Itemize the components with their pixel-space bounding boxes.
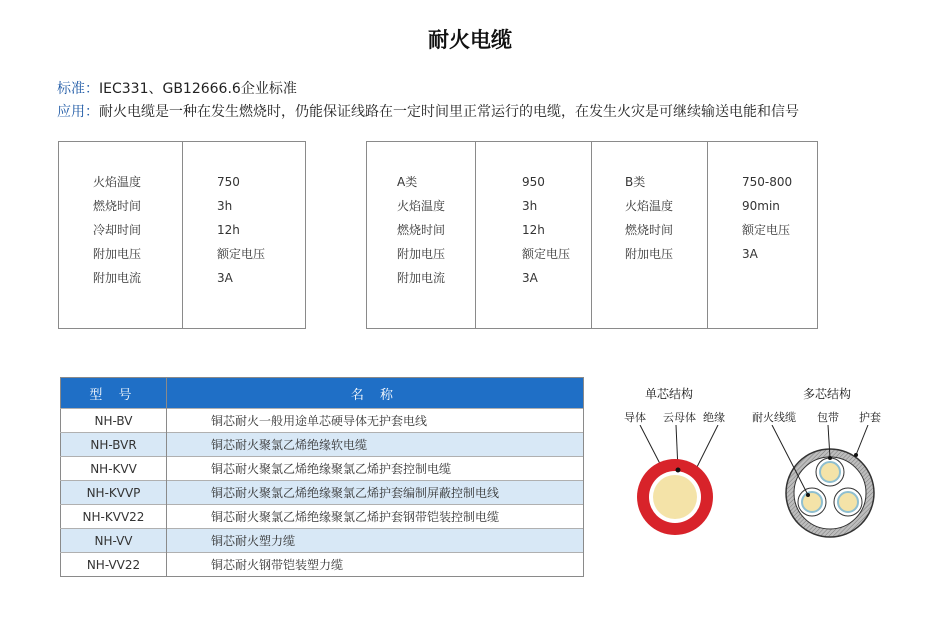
- spec1-value: 750: [217, 175, 240, 189]
- conductor-core: [653, 475, 697, 519]
- model-cell: NH-VV22: [61, 553, 167, 577]
- model-cell: NH-KVV: [61, 457, 167, 481]
- wrapping-tape-label: 包带: [817, 411, 839, 424]
- wrapping-tape-marker: [828, 456, 832, 460]
- model-table: [60, 377, 584, 577]
- mica-label: 云母体: [663, 411, 696, 424]
- class-b-label: B类: [625, 175, 646, 189]
- table-row: [61, 553, 584, 577]
- sheath-label: 护套: [859, 411, 881, 424]
- multi-core-title: 多芯结构: [803, 387, 852, 401]
- class-b-value: 3A: [742, 247, 758, 261]
- name-column-header: 名 称: [167, 378, 584, 409]
- core-conductor: [820, 462, 840, 482]
- fire-cable-label: 耐火线缆: [752, 411, 796, 424]
- class-b-label: 燃烧时间: [625, 223, 674, 237]
- class-b-label: 火焰温度: [625, 199, 674, 213]
- core-conductor: [802, 492, 822, 512]
- spec1-label: 附加电流: [93, 271, 142, 285]
- class-b-value: 750-800: [742, 175, 793, 189]
- spec1-value: 额定电压: [217, 247, 266, 261]
- spec-box-divider: [707, 142, 708, 328]
- conductor-label: 导体: [624, 411, 646, 424]
- sheath-pointer: [856, 425, 868, 455]
- class-a-value: 12h: [522, 223, 545, 237]
- model-cell: NH-KVVP: [61, 481, 167, 505]
- spec1-value: 3A: [217, 271, 233, 285]
- name-cell: 铜芯耐火聚氯乙烯绝缘聚氯乙烯护套控制电缆: [167, 457, 584, 481]
- application-text: 耐火电缆是一种在发生燃烧时，仍能保证线路在一定时间里正常运行的电缆，在发生火灾是可继续输送电能和信号: [99, 104, 799, 120]
- table-row: [61, 505, 584, 529]
- model-column-header: 型 号: [61, 378, 167, 409]
- class-a-label: 附加电流: [397, 271, 446, 285]
- multi-core-diagram: [770, 425, 890, 540]
- insulation-pointer: [694, 425, 718, 473]
- model-cell: NH-KVV22: [61, 505, 167, 529]
- standard-label: 标准：: [57, 81, 99, 97]
- spec-box-divider: [475, 142, 476, 328]
- spec-box-general: [58, 141, 306, 329]
- spec1-label: 冷却时间: [93, 223, 142, 237]
- table-row: [61, 433, 584, 457]
- core-conductor: [838, 492, 858, 512]
- table-row: [61, 481, 584, 505]
- class-b-label: 附加电压: [625, 247, 674, 261]
- spec1-value: 3h: [217, 199, 233, 213]
- spec-box-divider: [182, 142, 183, 328]
- model-cell: NH-BVR: [61, 433, 167, 457]
- class-a-value: 3A: [522, 271, 538, 285]
- model-cell: NH-VV: [61, 529, 167, 553]
- class-a-value: 3h: [522, 199, 538, 213]
- table-row: [61, 409, 584, 433]
- class-a-value: 950: [522, 175, 545, 189]
- name-cell: 铜芯耐火聚氯乙烯绝缘软电缆: [167, 433, 584, 457]
- standard-line: [57, 78, 297, 98]
- table-header-row: [61, 378, 584, 409]
- mica-marker: [676, 468, 681, 473]
- table-row: [61, 457, 584, 481]
- sheath-marker: [854, 453, 858, 457]
- name-cell: 铜芯耐火钢带铠装塑力缆: [167, 553, 584, 577]
- single-core-diagram: [620, 425, 730, 535]
- class-a-label: 火焰温度: [397, 199, 446, 213]
- class-a-label: 燃烧时间: [397, 223, 446, 237]
- class-b-value: 90min: [742, 199, 780, 213]
- spec-box-divider: [591, 142, 592, 328]
- table-row: [61, 529, 584, 553]
- standard-text: IEC331、GB12666.6企业标准: [99, 81, 297, 97]
- application-line: [57, 101, 799, 121]
- single-core-title: 单芯结构: [645, 387, 694, 401]
- model-cell: NH-BV: [61, 409, 167, 433]
- class-a-label: 附加电压: [397, 247, 446, 261]
- class-a-label: A类: [397, 175, 418, 189]
- application-label: 应用：: [57, 104, 99, 120]
- fire-cable-marker: [806, 493, 810, 497]
- spec1-label: 附加电压: [93, 247, 142, 261]
- spec1-label: 燃烧时间: [93, 199, 142, 213]
- name-cell: 铜芯耐火聚氯乙烯绝缘聚氯乙烯护套钢带铠装控制电缆: [167, 505, 584, 529]
- insulation-label: 绝缘: [703, 411, 725, 424]
- name-cell: 铜芯耐火塑力缆: [167, 529, 584, 553]
- class-b-value: 额定电压: [742, 223, 791, 237]
- spec1-label: 火焰温度: [93, 175, 142, 189]
- name-cell: 铜芯耐火聚氯乙烯绝缘聚氯乙烯护套编制屏蔽控制电线: [167, 481, 584, 505]
- class-a-value: 额定电压: [522, 247, 571, 261]
- page-title: 耐火电缆: [428, 28, 512, 52]
- spec1-value: 12h: [217, 223, 240, 237]
- name-cell: 铜芯耐火一般用途单芯硬导体无护套电线: [167, 409, 584, 433]
- spec-box-class: [366, 141, 818, 329]
